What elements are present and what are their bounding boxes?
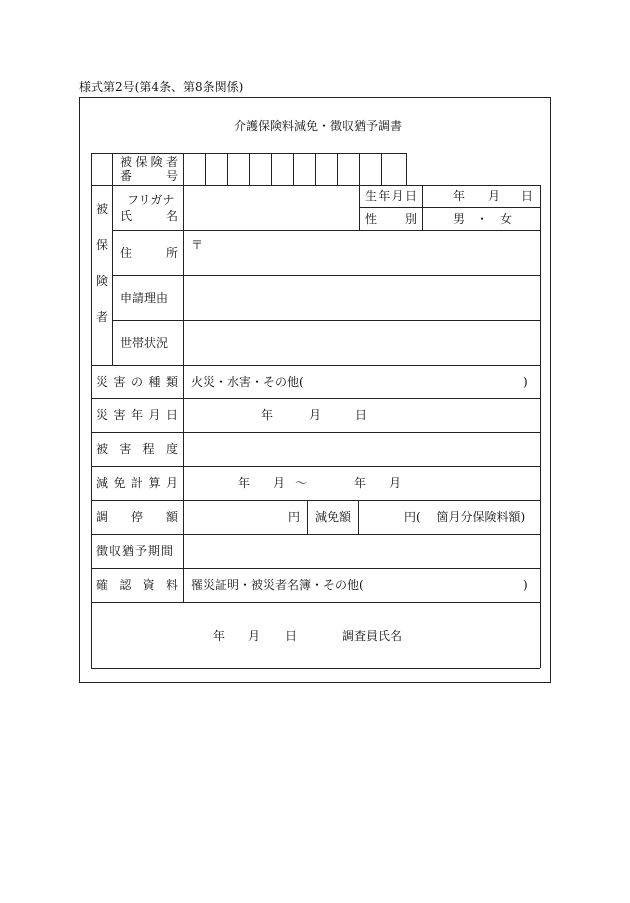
table-line (112, 153, 113, 365)
table-line (91, 185, 540, 186)
reduction-from-month: 月 (273, 476, 286, 490)
table-line (112, 275, 540, 276)
number-box-divider (227, 153, 228, 185)
table-line (112, 230, 540, 231)
table-line (91, 466, 540, 467)
confirmation-label: 確 認 資 料 (96, 578, 178, 592)
number-box-divider (359, 153, 360, 185)
birth-day: 日 (521, 189, 534, 203)
investigator-label: 調査員氏名 (342, 629, 403, 643)
sex-female: 女 (500, 212, 513, 226)
table-line (91, 668, 540, 669)
insured-group-label: 被 保 険 者 (96, 202, 109, 324)
number-box-divider (315, 153, 316, 185)
disaster-year: 年 (261, 408, 274, 422)
number-box-divider (249, 153, 250, 185)
number-box-divider (293, 153, 294, 185)
table-line (183, 568, 184, 602)
reduction-from-year: 年 (238, 476, 251, 490)
sex-male: 男 (453, 212, 466, 226)
assessed-label: 調 停 額 (96, 510, 178, 524)
number-box-divider (406, 153, 407, 185)
footer-day: 日 (285, 629, 298, 643)
reduction-amount-value: 円( 箇月分保険料額) (404, 510, 526, 524)
reduction-amount-label: 減免額 (315, 510, 352, 524)
number-box-divider (205, 153, 206, 185)
reduction-to-year: 年 (354, 476, 367, 490)
insured-number-label: 番 号 (120, 169, 178, 183)
form-number: 様式第2号(第4条、第8条関係) (79, 80, 244, 94)
table-line (540, 185, 541, 668)
birth-year: 年 (453, 189, 466, 203)
name-label: 氏 名 (120, 209, 178, 223)
number-box-divider (271, 153, 272, 185)
address-label: 住 所 (120, 246, 178, 260)
household-label: 世帯状況 (120, 336, 169, 350)
table-line (91, 568, 540, 569)
confirmation-close: ) (523, 578, 528, 592)
table-line (91, 432, 540, 433)
disaster-month: 月 (309, 408, 322, 422)
reduction-tilde: ～ (295, 476, 308, 490)
confirmation-options: 罹災証明・被災者名簿・その他( (191, 578, 364, 592)
reduction-period-label: 減 免 計 算 月 (96, 476, 178, 490)
table-line (358, 500, 359, 534)
number-box-divider (337, 153, 338, 185)
assessed-unit: 円 (288, 510, 301, 524)
disaster-day: 日 (355, 408, 368, 422)
table-line (91, 398, 540, 399)
deferral-label: 徴収猶予期間 (96, 544, 175, 558)
birth-month: 月 (488, 189, 501, 203)
sex-label: 性 別 (365, 212, 417, 226)
birth-label: 生 年 月 日 (365, 189, 417, 203)
sex-separator: ・ (476, 212, 489, 226)
disaster-type-options: 火災・水害・その他( (191, 375, 304, 389)
table-line (91, 365, 540, 366)
table-line (183, 153, 184, 568)
footer-month: 月 (248, 629, 261, 643)
table-line (359, 207, 540, 208)
reason-label: 申請理由 (120, 291, 169, 305)
table-line (359, 185, 360, 230)
table-line (91, 602, 540, 603)
disaster-date-label: 災 害 年 月 日 (96, 408, 178, 422)
footer-year: 年 (213, 629, 226, 643)
form-title: 介護保険料減免・徴収猶予調書 (234, 119, 403, 133)
table-line (307, 500, 308, 534)
disaster-type-label: 災 害 の 種 類 (96, 375, 178, 389)
number-box-divider (381, 153, 382, 185)
table-line (91, 153, 92, 668)
disaster-type-close: ) (523, 375, 528, 389)
table-line (91, 500, 540, 501)
insured-number-label: 被 保 険 者 (120, 155, 178, 169)
table-line (422, 185, 423, 230)
furigana-label: フリガナ (127, 193, 175, 207)
reduction-to-month: 月 (389, 476, 402, 490)
postal-mark: 〒 (191, 238, 204, 252)
damage-label: 被 害 程 度 (96, 442, 178, 456)
table-line (91, 534, 540, 535)
table-line (112, 320, 540, 321)
